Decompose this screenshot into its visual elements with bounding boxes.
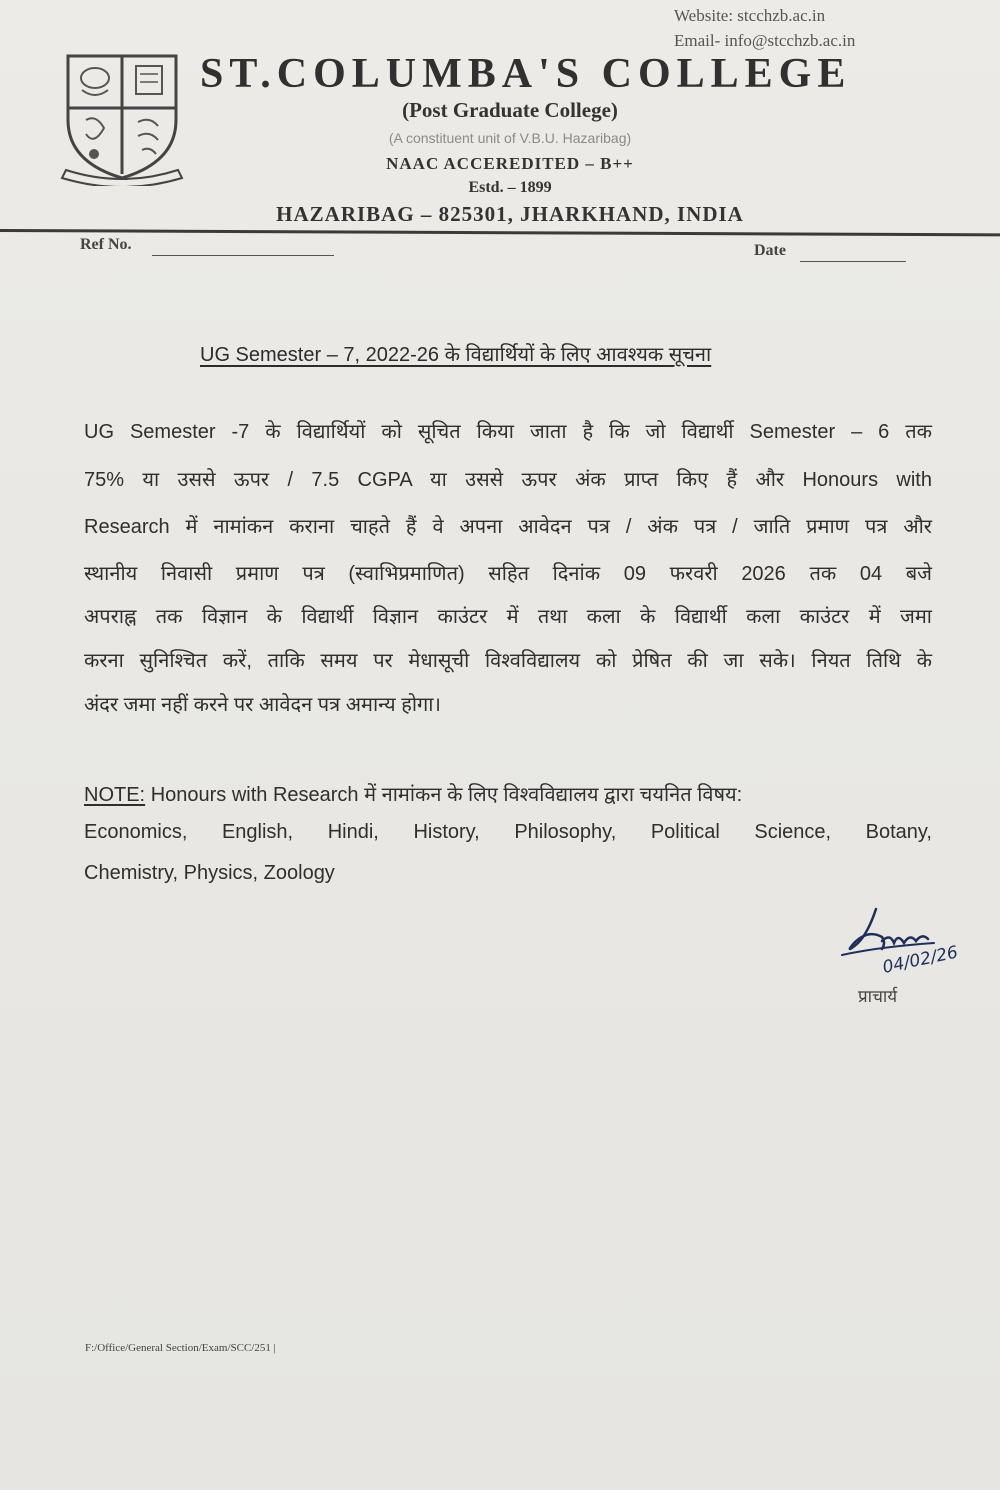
college-name: ST.COLUMBA'S COLLEGE (200, 51, 852, 97)
principal-designation: प्राचार्य (858, 987, 898, 1007)
note-text: Honours with Research में नामांकन के लिए विश्वविद्यालय द्वारा चयनित विषय: (150, 784, 743, 806)
note-line (84, 780, 932, 807)
subject-list-line: Economics, English, Hindi, History, Philosophy, Political Science, Botany, (84, 821, 932, 843)
ref-no-blank (152, 254, 334, 256)
notice-body-line: अपराह्न तक विज्ञान के विद्यार्थी विज्ञान काउंटर में तथा कला के विद्यार्थी कला काउंटर में जमा (84, 606, 932, 628)
college-address: HAZARIBAG – 825301, JHARKHAND, INDIA (276, 202, 744, 226)
notice-body-line: UG Semester -7 के विद्यार्थियों को सूचित किया जाता है कि जो विद्यार्थी Semester – 6 तक (84, 421, 932, 443)
date-blank (800, 260, 906, 262)
subject-list-line: Chemistry, Physics, Zoology (84, 862, 335, 884)
signature-date: 04/02/26 (880, 942, 960, 978)
established-year: Estd. – 1899 (468, 179, 552, 196)
notice-body-line: 75% या उससे ऊपर / 7.5 CGPA या उससे ऊपर अंक प्राप्त किए हैं और Honours with (84, 469, 932, 491)
website-text: Website: stcchzb.ac.in (674, 6, 826, 25)
notice-body-line: स्थानीय निवासी प्रमाण पत्र (स्वाभिप्रमाणित) सहित दिनांक 09 फरवरी 2026 तक 04 बजे (84, 563, 932, 585)
college-crest-logo (60, 50, 184, 186)
header-divider (0, 229, 1000, 236)
note-label: NOTE: (84, 784, 146, 806)
date-label: Date (754, 242, 786, 259)
file-reference: F:/Office/General Section/Exam/SCC/251 | (85, 1342, 276, 1354)
college-subtitle: (Post Graduate College) (402, 98, 618, 122)
constituent-unit-text: (A constituent unit of V.B.U. Hazaribag) (388, 130, 632, 146)
notice-title: UG Semester – 7, 2022-26 के विद्यार्थियों के लिए आवश्यक सूचना (200, 344, 712, 366)
notice-body-line: Research में नामांकन कराना चाहते हैं वे अपना आवेदन पत्र / अंक पत्र / जाति प्रमाण पत्र और (84, 516, 932, 538)
principal-signature (838, 903, 984, 979)
ref-no-label: Ref No. (80, 236, 132, 253)
notice-body-line: अंदर जमा नहीं करने पर आवेदन पत्र अमान्य होगा। (84, 694, 442, 716)
notice-body-line: करना सुनिश्चित करें, ताकि समय पर मेधासूची विश्वविद्यालय को प्रेषित की जा सके। नियत तिथि के (84, 650, 932, 672)
naac-accreditation: NAAC ACCEREDITED – B++ (386, 154, 634, 173)
email-text: Email- info@stcchzb.ac.in (674, 31, 856, 50)
